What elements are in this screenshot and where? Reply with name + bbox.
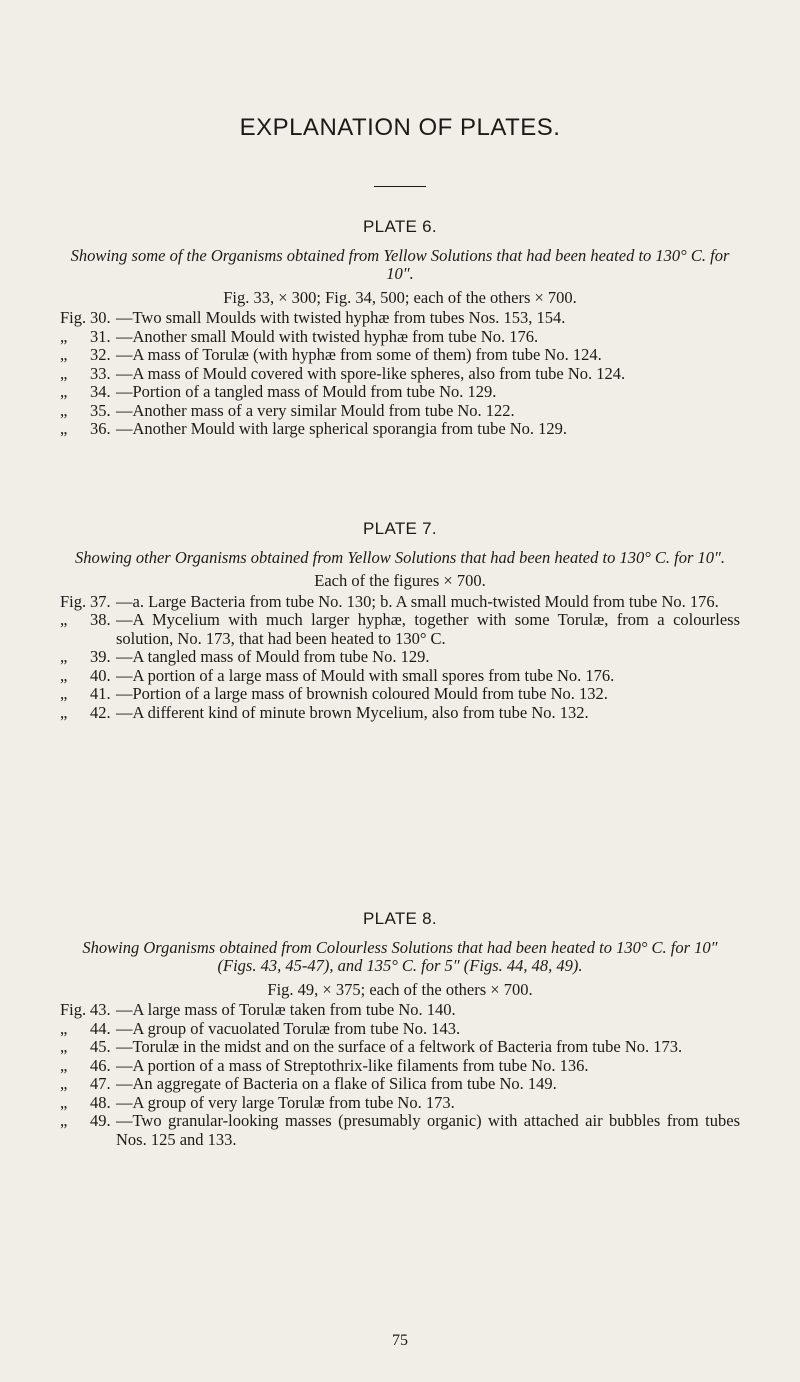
plate-intro: Showing some of the Organisms obtained from Yellow Solutions that had been heated to 130° C. for 10″.: [70, 245, 730, 283]
figure-label: [60, 704, 116, 723]
figure-number: 43.: [90, 1000, 111, 1019]
page-number: 75: [392, 1332, 408, 1349]
figure-entry: [60, 420, 740, 439]
plate-magnification: Fig. 33, × 300; Fig. 34, 500; each of the others × 700.: [223, 287, 577, 307]
figure-list: [60, 593, 740, 723]
figure-number: 41.: [90, 684, 111, 703]
figure-label: [60, 1057, 116, 1076]
plate-8-section: [60, 910, 740, 1149]
figure-prefix: „: [60, 702, 68, 722]
figure-prefix: „: [60, 1074, 68, 1093]
figure-list: [60, 1001, 740, 1149]
figure-number: 49.: [90, 1111, 111, 1130]
plate-magnification: Each of the figures × 700.: [314, 571, 486, 590]
figure-entry: [60, 346, 740, 365]
figure-label: [60, 365, 116, 384]
figure-description: —A portion of a large mass of Mould with small spores from tube No. 176.: [116, 665, 615, 685]
figure-number: 31.: [90, 326, 111, 346]
figure-prefix: „: [60, 400, 68, 420]
figure-entry: [60, 611, 740, 648]
figure-label: [60, 328, 116, 347]
figure-entry: [60, 1001, 740, 1020]
figure-label: [60, 593, 116, 612]
figure-description: —a. Large Bacteria from tube No. 130; b. A small much-twisted Mould from tube No. 176.: [116, 591, 719, 611]
figure-label: [60, 383, 116, 402]
figure-label: [60, 685, 116, 704]
figure-entry: [60, 648, 740, 667]
figure-description: —An aggregate of Bacteria on a flake of Silica from tube No. 149.: [116, 1074, 557, 1093]
figure-prefix: „: [60, 1092, 68, 1112]
figure-description: —A tangled mass of Mould from tube No. 129.: [116, 647, 430, 666]
figure-description: —A mass of Mould covered with spore-like spheres, also from tube No. 124.: [116, 363, 626, 383]
figure-entry: [60, 1038, 740, 1057]
figure-number: 34.: [90, 382, 111, 401]
figure-description: —A group of vacuolated Torulæ from tube No. 143.: [116, 1018, 461, 1038]
figure-entry: [60, 593, 740, 612]
figure-number: 44.: [90, 1018, 111, 1038]
figure-entry: [60, 1020, 740, 1039]
title-divider: [374, 186, 426, 187]
figure-label: [60, 309, 116, 328]
plate-heading: PLATE 7.: [363, 519, 437, 538]
figure-prefix: Fig.: [60, 1000, 87, 1019]
figure-entry: [60, 704, 740, 723]
figure-number: 35.: [90, 400, 111, 420]
figure-entry: [60, 685, 740, 704]
plate-6-section: [60, 218, 740, 439]
figure-prefix: „: [60, 1037, 68, 1056]
figure-entry: [60, 365, 740, 384]
figure-number: 42.: [90, 702, 111, 722]
figure-description: —Another small Mould with twisted hyphæ from tube No. 176.: [116, 326, 539, 346]
figure-label: [60, 611, 116, 648]
figure-description: —A different kind of minute brown Mycelium, also from tube No. 132.: [116, 702, 589, 722]
plate-heading: PLATE 6.: [363, 217, 437, 236]
figure-description: —Another Mould with large spherical sporangia from tube No. 129.: [116, 419, 568, 438]
figure-number: 40.: [90, 665, 111, 685]
figure-number: 46.: [90, 1055, 111, 1075]
figure-prefix: „: [60, 382, 68, 401]
figure-label: [60, 1112, 116, 1149]
figure-prefix: Fig.: [60, 591, 87, 611]
figure-description: —Two granular-looking masses (presumably organic) with attached air bubbles from tubes Nos. 125 and 133.: [116, 1111, 740, 1149]
page-title: EXPLANATION OF PLATES.: [239, 114, 561, 141]
figure-entry: [60, 1057, 740, 1076]
figure-entry: [60, 1075, 740, 1094]
figure-number: 45.: [90, 1037, 111, 1056]
figure-entry: [60, 309, 740, 328]
figure-entry: [60, 383, 740, 402]
figure-label: [60, 1001, 116, 1020]
plate-magnification: Fig. 49, × 375; each of the others × 700.: [267, 979, 533, 999]
figure-description: —Torulæ in the midst and on the surface of a feltwork of Bacteria from tube No. 173.: [116, 1037, 683, 1056]
figure-list: [60, 309, 740, 439]
figure-prefix: Fig.: [60, 308, 87, 327]
figure-number: 37.: [90, 591, 111, 611]
figure-entry: [60, 1094, 740, 1113]
figure-number: 30.: [90, 308, 111, 327]
figure-label: [60, 420, 116, 439]
figure-description: —A portion of a mass of Streptothrix-like filaments from tube No. 136.: [116, 1055, 589, 1075]
figure-description: —Two small Moulds with twisted hyphæ from tubes Nos. 153, 154.: [116, 308, 566, 327]
figure-number: 36.: [90, 419, 111, 438]
figure-number: 47.: [90, 1074, 111, 1093]
figure-prefix: „: [60, 363, 68, 383]
figure-entry: [60, 328, 740, 347]
figure-prefix: „: [60, 1111, 68, 1130]
figure-prefix: „: [60, 1055, 68, 1075]
figure-description: —Portion of a tangled mass of Mould from tube No. 129.: [116, 382, 497, 401]
figure-number: 48.: [90, 1092, 111, 1112]
figure-entry: [60, 402, 740, 421]
figure-prefix: „: [60, 345, 68, 364]
plate-heading: PLATE 8.: [363, 909, 437, 928]
figure-prefix: „: [60, 1018, 68, 1038]
figure-description: —A large mass of Torulæ taken from tube No. 140.: [116, 1000, 456, 1019]
figure-label: [60, 667, 116, 686]
figure-number: 33.: [90, 363, 111, 383]
figure-label: [60, 648, 116, 667]
figure-prefix: „: [60, 326, 68, 346]
figure-label: [60, 1038, 116, 1057]
figure-entry: [60, 1112, 740, 1149]
figure-number: 32.: [90, 345, 111, 364]
figure-label: [60, 402, 116, 421]
figure-number: 38.: [90, 610, 111, 629]
figure-number: 39.: [90, 647, 111, 666]
figure-prefix: „: [60, 610, 68, 629]
figure-description: —A group of very large Torulæ from tube No. 173.: [116, 1092, 455, 1112]
figure-label: [60, 1020, 116, 1039]
figure-label: [60, 1094, 116, 1113]
plate-intro: Showing other Organisms obtained from Yellow Solutions that had been heated to 130° C. for 10″.: [74, 547, 726, 567]
figure-description: —Another mass of a very similar Mould from tube No. 122.: [116, 400, 515, 420]
figure-prefix: „: [60, 665, 68, 685]
figure-label: [60, 1075, 116, 1094]
figure-label: [60, 346, 116, 365]
figure-entry: [60, 667, 740, 686]
figure-description: —A mass of Torulæ (with hyphæ from some of them) from tube No. 124.: [116, 345, 602, 364]
plate-7-section: [60, 520, 740, 722]
figure-description: —A Mycelium with much larger hyphæ, together with some Torulæ, from a colourless solution, No. 173, that had been heated to 130° C.: [116, 610, 740, 648]
figure-prefix: „: [60, 647, 68, 666]
figure-prefix: „: [60, 419, 68, 438]
plate-intro: Showing Organisms obtained from Colourless Solutions that had been heated to 130° C. for 10″ (Figs. 43, 45-47), and 135° C. for 5″ (Figs. 44, 48, 49).: [82, 937, 718, 975]
figure-prefix: „: [60, 684, 68, 703]
figure-description: —Portion of a large mass of brownish coloured Mould from tube No. 132.: [116, 684, 608, 703]
